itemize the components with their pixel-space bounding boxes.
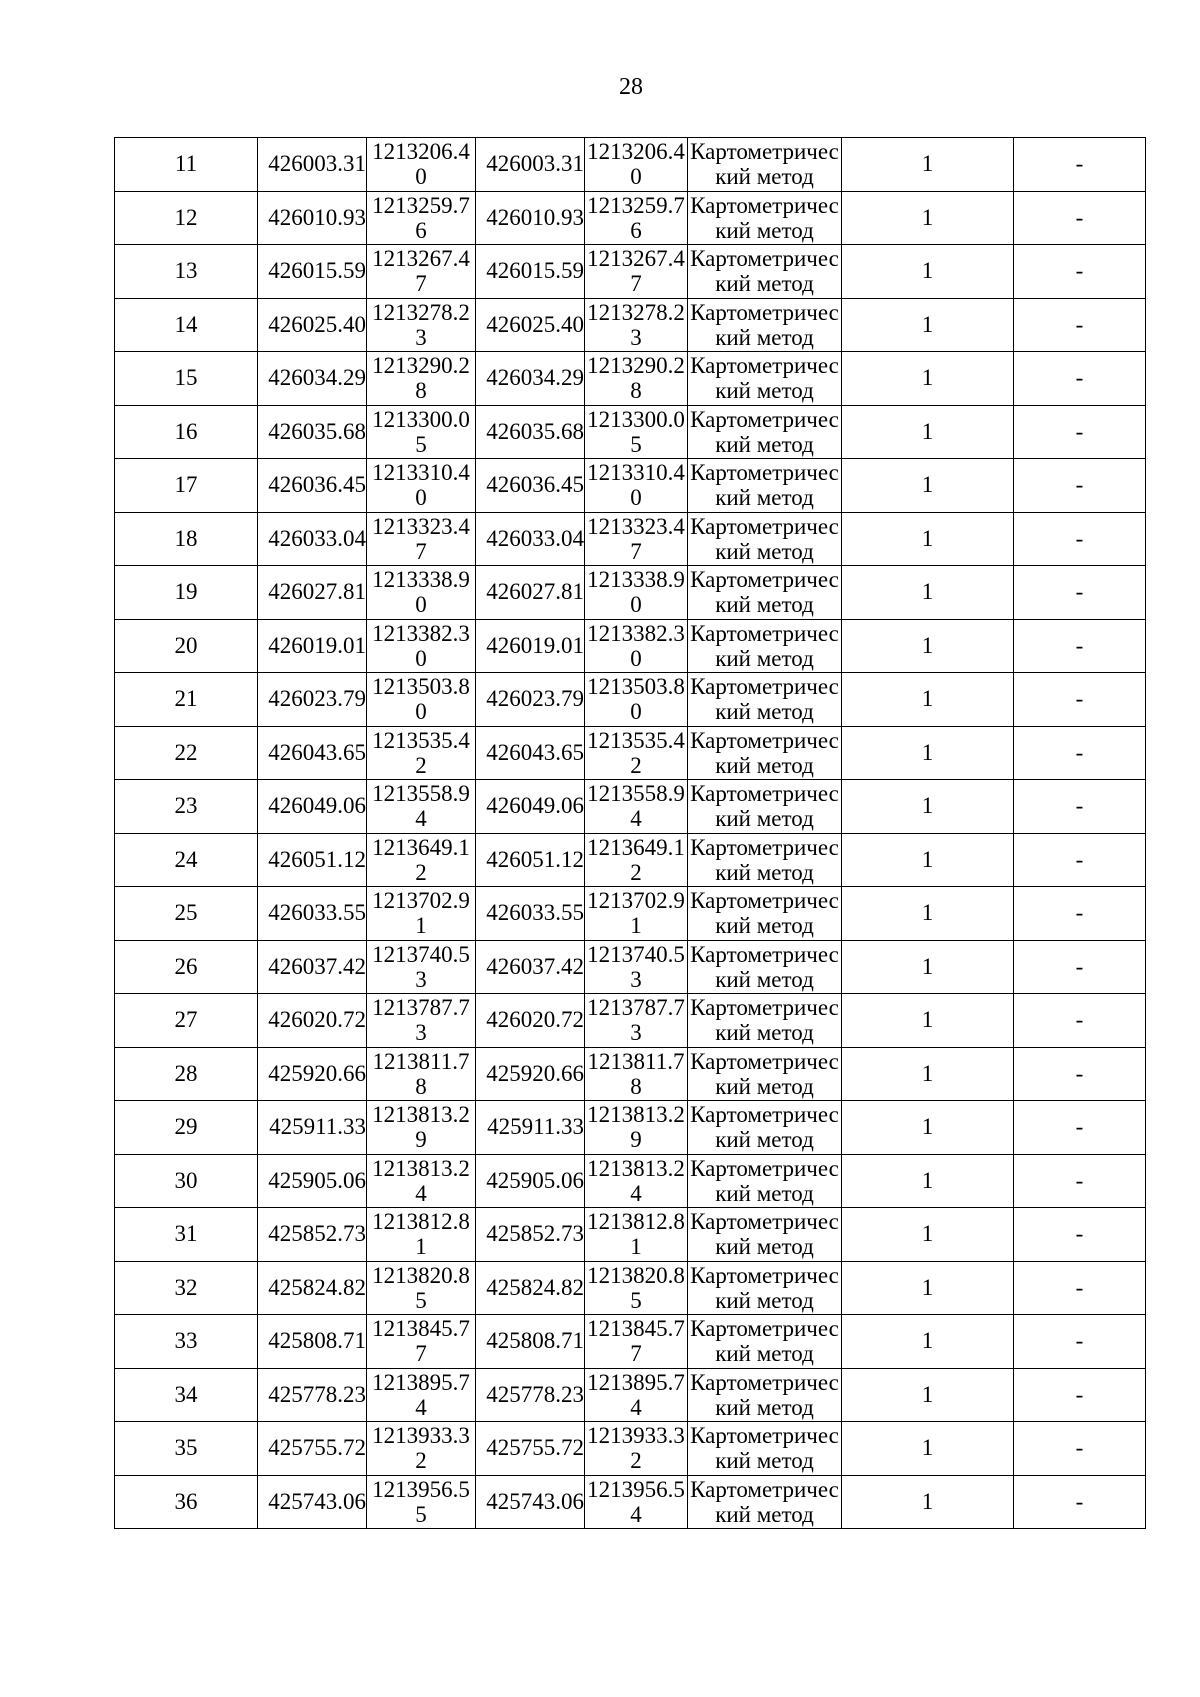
new-y-cell: 1213310.40 [585, 459, 688, 513]
accuracy-cell: 1 [842, 1475, 1014, 1529]
accuracy-cell: 1 [842, 405, 1014, 459]
table-row [115, 1315, 1146, 1369]
existing-y-cell: 1213812.81 [367, 1208, 476, 1262]
point-number-cell: 31 [115, 1208, 258, 1262]
method-cell: Картометрический метод [688, 298, 842, 352]
new-x-cell: 426043.65 [476, 726, 585, 780]
accuracy-cell: 1 [842, 1261, 1014, 1315]
existing-y-cell: 1213310.40 [367, 459, 476, 513]
note-cell: - [1014, 1315, 1146, 1369]
new-y-cell: 1213812.81 [585, 1208, 688, 1262]
table-row [115, 780, 1146, 834]
table-row [115, 566, 1146, 620]
new-x-cell: 426036.45 [476, 459, 585, 513]
new-x-cell: 426033.55 [476, 887, 585, 941]
coordinates-table-body [115, 138, 1146, 1529]
accuracy-cell: 1 [842, 1315, 1014, 1369]
existing-x-cell: 425808.71 [258, 1315, 367, 1369]
note-cell: - [1014, 673, 1146, 727]
new-x-cell: 426025.40 [476, 298, 585, 352]
method-cell: Картометрический метод [688, 1101, 842, 1155]
point-number-cell: 30 [115, 1154, 258, 1208]
method-cell: Картометрический метод [688, 619, 842, 673]
method-cell: Картометрический метод [688, 405, 842, 459]
method-cell: Картометрический метод [688, 512, 842, 566]
existing-y-cell: 1213787.73 [367, 994, 476, 1048]
point-number-cell: 35 [115, 1422, 258, 1476]
accuracy-cell: 1 [842, 780, 1014, 834]
existing-x-cell: 426025.40 [258, 298, 367, 352]
point-number-cell: 25 [115, 887, 258, 941]
new-y-cell: 1213278.23 [585, 298, 688, 352]
point-number-cell: 28 [115, 1047, 258, 1101]
existing-x-cell: 425920.66 [258, 1047, 367, 1101]
new-x-cell: 425743.06 [476, 1475, 585, 1529]
note-cell: - [1014, 405, 1146, 459]
method-cell: Картометрический метод [688, 191, 842, 245]
method-cell: Картометрический метод [688, 245, 842, 299]
new-x-cell: 425824.82 [476, 1261, 585, 1315]
existing-y-cell: 1213740.53 [367, 940, 476, 994]
method-cell: Картометрический метод [688, 780, 842, 834]
point-number-cell: 27 [115, 994, 258, 1048]
method-cell: Картометрический метод [688, 994, 842, 1048]
table-row [115, 887, 1146, 941]
new-y-cell: 1213787.73 [585, 994, 688, 1048]
existing-y-cell: 1213813.24 [367, 1154, 476, 1208]
new-y-cell: 1213206.40 [585, 138, 688, 192]
point-number-cell: 22 [115, 726, 258, 780]
accuracy-cell: 1 [842, 1154, 1014, 1208]
existing-x-cell: 426003.31 [258, 138, 367, 192]
point-number-cell: 13 [115, 245, 258, 299]
table-row [115, 245, 1146, 299]
accuracy-cell: 1 [842, 352, 1014, 406]
new-x-cell: 426010.93 [476, 191, 585, 245]
existing-y-cell: 1213338.90 [367, 566, 476, 620]
existing-y-cell: 1213956.55 [367, 1475, 476, 1529]
new-x-cell: 426033.04 [476, 512, 585, 566]
existing-y-cell: 1213206.40 [367, 138, 476, 192]
new-y-cell: 1213933.32 [585, 1422, 688, 1476]
existing-x-cell: 425778.23 [258, 1368, 367, 1422]
existing-x-cell: 426020.72 [258, 994, 367, 1048]
accuracy-cell: 1 [842, 459, 1014, 513]
table-row [115, 833, 1146, 887]
existing-x-cell: 426010.93 [258, 191, 367, 245]
accuracy-cell: 1 [842, 726, 1014, 780]
new-y-cell: 1213338.90 [585, 566, 688, 620]
new-x-cell: 426035.68 [476, 405, 585, 459]
accuracy-cell: 1 [842, 191, 1014, 245]
existing-y-cell: 1213290.28 [367, 352, 476, 406]
table-row [115, 191, 1146, 245]
existing-y-cell: 1213382.30 [367, 619, 476, 673]
new-x-cell: 425755.72 [476, 1422, 585, 1476]
existing-x-cell: 426033.55 [258, 887, 367, 941]
existing-x-cell: 425824.82 [258, 1261, 367, 1315]
existing-y-cell: 1213895.74 [367, 1368, 476, 1422]
accuracy-cell: 1 [842, 673, 1014, 727]
point-number-cell: 12 [115, 191, 258, 245]
note-cell: - [1014, 512, 1146, 566]
existing-x-cell: 426049.06 [258, 780, 367, 834]
accuracy-cell: 1 [842, 298, 1014, 352]
method-cell: Картометрический метод [688, 1154, 842, 1208]
existing-y-cell: 1213558.94 [367, 780, 476, 834]
accuracy-cell: 1 [842, 887, 1014, 941]
accuracy-cell: 1 [842, 1208, 1014, 1262]
existing-x-cell: 426015.59 [258, 245, 367, 299]
note-cell: - [1014, 1475, 1146, 1529]
accuracy-cell: 1 [842, 1047, 1014, 1101]
existing-x-cell: 426034.29 [258, 352, 367, 406]
new-x-cell: 426027.81 [476, 566, 585, 620]
new-x-cell: 425911.33 [476, 1101, 585, 1155]
note-cell: - [1014, 994, 1146, 1048]
existing-y-cell: 1213535.42 [367, 726, 476, 780]
new-x-cell: 425905.06 [476, 1154, 585, 1208]
method-cell: Картометрический метод [688, 1208, 842, 1262]
existing-x-cell: 426019.01 [258, 619, 367, 673]
point-number-cell: 16 [115, 405, 258, 459]
existing-x-cell: 426035.68 [258, 405, 367, 459]
existing-y-cell: 1213845.77 [367, 1315, 476, 1369]
new-y-cell: 1213820.85 [585, 1261, 688, 1315]
method-cell: Картометрический метод [688, 566, 842, 620]
note-cell: - [1014, 352, 1146, 406]
accuracy-cell: 1 [842, 1368, 1014, 1422]
note-cell: - [1014, 566, 1146, 620]
table-row [115, 298, 1146, 352]
accuracy-cell: 1 [842, 138, 1014, 192]
note-cell: - [1014, 1422, 1146, 1476]
method-cell: Картометрический метод [688, 1315, 842, 1369]
new-x-cell: 425778.23 [476, 1368, 585, 1422]
method-cell: Картометрический метод [688, 459, 842, 513]
point-number-cell: 34 [115, 1368, 258, 1422]
point-number-cell: 20 [115, 619, 258, 673]
point-number-cell: 11 [115, 138, 258, 192]
existing-y-cell: 1213811.78 [367, 1047, 476, 1101]
new-x-cell: 426037.42 [476, 940, 585, 994]
accuracy-cell: 1 [842, 1101, 1014, 1155]
new-x-cell: 425808.71 [476, 1315, 585, 1369]
note-cell: - [1014, 298, 1146, 352]
existing-y-cell: 1213259.76 [367, 191, 476, 245]
note-cell: - [1014, 780, 1146, 834]
note-cell: - [1014, 887, 1146, 941]
accuracy-cell: 1 [842, 833, 1014, 887]
table-row [115, 1422, 1146, 1476]
method-cell: Картометрический метод [688, 1368, 842, 1422]
table-row [115, 512, 1146, 566]
existing-x-cell: 426037.42 [258, 940, 367, 994]
existing-y-cell: 1213300.05 [367, 405, 476, 459]
existing-x-cell: 426036.45 [258, 459, 367, 513]
point-number-cell: 33 [115, 1315, 258, 1369]
table-row [115, 1154, 1146, 1208]
new-x-cell: 426049.06 [476, 780, 585, 834]
method-cell: Картометрический метод [688, 1475, 842, 1529]
existing-y-cell: 1213933.32 [367, 1422, 476, 1476]
method-cell: Картометрический метод [688, 1261, 842, 1315]
accuracy-cell: 1 [842, 994, 1014, 1048]
new-x-cell: 426003.31 [476, 138, 585, 192]
new-x-cell: 426051.12 [476, 833, 585, 887]
new-y-cell: 1213323.47 [585, 512, 688, 566]
existing-y-cell: 1213267.47 [367, 245, 476, 299]
existing-x-cell: 426043.65 [258, 726, 367, 780]
table-row [115, 1261, 1146, 1315]
note-cell: - [1014, 1047, 1146, 1101]
existing-y-cell: 1213503.80 [367, 673, 476, 727]
new-y-cell: 1213813.29 [585, 1101, 688, 1155]
point-number-cell: 23 [115, 780, 258, 834]
note-cell: - [1014, 245, 1146, 299]
coordinates-table [114, 137, 1146, 1529]
new-y-cell: 1213845.77 [585, 1315, 688, 1369]
existing-x-cell: 426027.81 [258, 566, 367, 620]
note-cell: - [1014, 619, 1146, 673]
existing-y-cell: 1213649.12 [367, 833, 476, 887]
page-number: 28 [619, 74, 643, 100]
existing-x-cell: 426033.04 [258, 512, 367, 566]
new-y-cell: 1213956.54 [585, 1475, 688, 1529]
table-row [115, 619, 1146, 673]
note-cell: - [1014, 459, 1146, 513]
new-y-cell: 1213300.05 [585, 405, 688, 459]
new-y-cell: 1213259.76 [585, 191, 688, 245]
new-x-cell: 426015.59 [476, 245, 585, 299]
table-row [115, 1368, 1146, 1422]
point-number-cell: 15 [115, 352, 258, 406]
table-row [115, 405, 1146, 459]
new-x-cell: 426019.01 [476, 619, 585, 673]
table-row [115, 673, 1146, 727]
existing-y-cell: 1213820.85 [367, 1261, 476, 1315]
method-cell: Картометрический метод [688, 726, 842, 780]
table-row [115, 1475, 1146, 1529]
table-row [115, 1208, 1146, 1262]
accuracy-cell: 1 [842, 940, 1014, 994]
method-cell: Картометрический метод [688, 940, 842, 994]
table-row [115, 726, 1146, 780]
new-y-cell: 1213811.78 [585, 1047, 688, 1101]
accuracy-cell: 1 [842, 245, 1014, 299]
note-cell: - [1014, 940, 1146, 994]
method-cell: Картометрический метод [688, 1047, 842, 1101]
table-row [115, 994, 1146, 1048]
new-y-cell: 1213813.24 [585, 1154, 688, 1208]
existing-y-cell: 1213323.47 [367, 512, 476, 566]
new-x-cell: 425852.73 [476, 1208, 585, 1262]
existing-x-cell: 425755.72 [258, 1422, 367, 1476]
method-cell: Картометрический метод [688, 138, 842, 192]
new-y-cell: 1213535.42 [585, 726, 688, 780]
note-cell: - [1014, 833, 1146, 887]
new-y-cell: 1213290.28 [585, 352, 688, 406]
method-cell: Картометрический метод [688, 833, 842, 887]
point-number-cell: 17 [115, 459, 258, 513]
new-y-cell: 1213267.47 [585, 245, 688, 299]
point-number-cell: 21 [115, 673, 258, 727]
new-x-cell: 426020.72 [476, 994, 585, 1048]
accuracy-cell: 1 [842, 619, 1014, 673]
note-cell: - [1014, 191, 1146, 245]
point-number-cell: 32 [115, 1261, 258, 1315]
method-cell: Картометрический метод [688, 1422, 842, 1476]
accuracy-cell: 1 [842, 1422, 1014, 1476]
accuracy-cell: 1 [842, 566, 1014, 620]
new-x-cell: 425920.66 [476, 1047, 585, 1101]
existing-x-cell: 425911.33 [258, 1101, 367, 1155]
note-cell: - [1014, 1208, 1146, 1262]
point-number-cell: 29 [115, 1101, 258, 1155]
method-cell: Картометрический метод [688, 352, 842, 406]
existing-x-cell: 425743.06 [258, 1475, 367, 1529]
existing-x-cell: 426023.79 [258, 673, 367, 727]
new-y-cell: 1213702.91 [585, 887, 688, 941]
table-row [115, 138, 1146, 192]
table-row [115, 940, 1146, 994]
point-number-cell: 18 [115, 512, 258, 566]
table-row [115, 1101, 1146, 1155]
table-row [115, 459, 1146, 513]
note-cell: - [1014, 1368, 1146, 1422]
method-cell: Картометрический метод [688, 673, 842, 727]
existing-x-cell: 425905.06 [258, 1154, 367, 1208]
new-y-cell: 1213503.80 [585, 673, 688, 727]
new-y-cell: 1213740.53 [585, 940, 688, 994]
table-row [115, 352, 1146, 406]
new-y-cell: 1213649.12 [585, 833, 688, 887]
method-cell: Картометрический метод [688, 887, 842, 941]
existing-x-cell: 426051.12 [258, 833, 367, 887]
new-y-cell: 1213895.74 [585, 1368, 688, 1422]
accuracy-cell: 1 [842, 512, 1014, 566]
note-cell: - [1014, 1261, 1146, 1315]
point-number-cell: 24 [115, 833, 258, 887]
point-number-cell: 26 [115, 940, 258, 994]
existing-x-cell: 425852.73 [258, 1208, 367, 1262]
new-y-cell: 1213558.94 [585, 780, 688, 834]
new-y-cell: 1213382.30 [585, 619, 688, 673]
point-number-cell: 19 [115, 566, 258, 620]
point-number-cell: 36 [115, 1475, 258, 1529]
note-cell: - [1014, 1101, 1146, 1155]
existing-y-cell: 1213813.29 [367, 1101, 476, 1155]
existing-y-cell: 1213702.91 [367, 887, 476, 941]
new-x-cell: 426034.29 [476, 352, 585, 406]
note-cell: - [1014, 1154, 1146, 1208]
table-row [115, 1047, 1146, 1101]
new-x-cell: 426023.79 [476, 673, 585, 727]
note-cell: - [1014, 138, 1146, 192]
existing-y-cell: 1213278.23 [367, 298, 476, 352]
point-number-cell: 14 [115, 298, 258, 352]
note-cell: - [1014, 726, 1146, 780]
